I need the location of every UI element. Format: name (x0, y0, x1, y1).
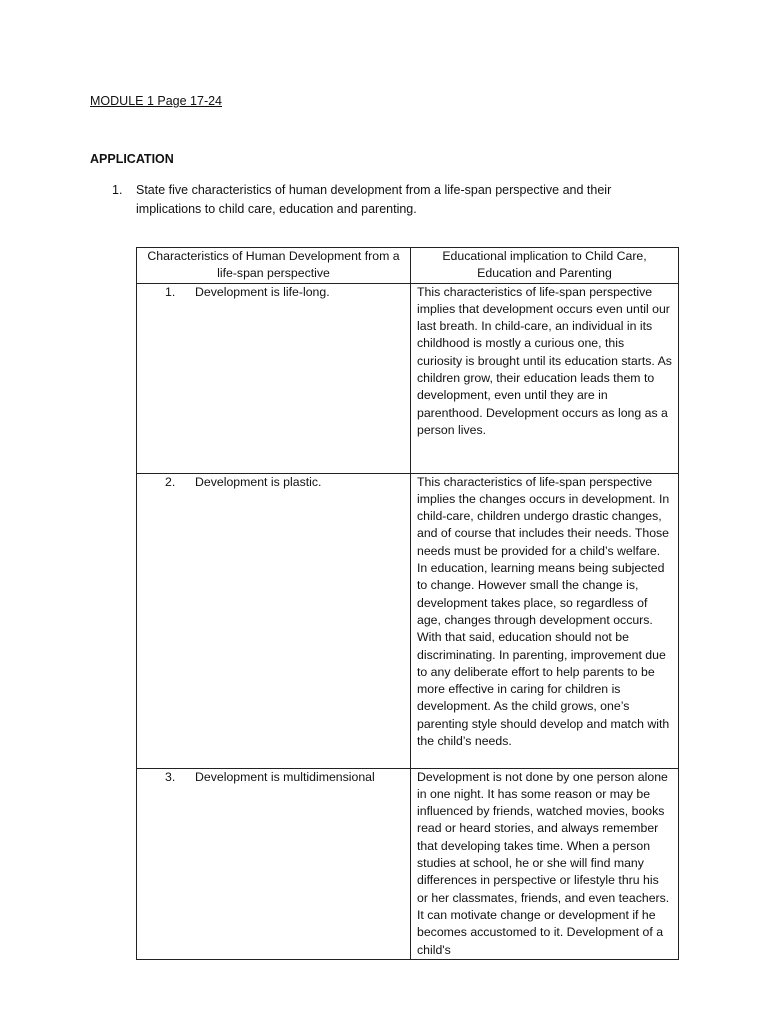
instruction-item (112, 181, 672, 219)
implication-cell (411, 473, 679, 768)
implication-text: This characteristics of life-span perspective implies the changes occurs in development. In child-care, children undergo drastic changes, and of course that includes their needs. Those needs must be provided for a child’s welfare. In education, learning means being subjected to change. However small the change is, development takes place, so regardless of age, changes through development occurs. With that said, education should not be discriminating. In parenting, improvement due to any deliberate effort to help parents to be more effective in caring for children is development. As the child grows, one’s parenting style should develop and match with the child’s needs. (417, 474, 670, 749)
table-row (137, 768, 679, 959)
implication-cell (411, 283, 679, 473)
section-heading: APPLICATION (90, 152, 174, 166)
column-header-characteristics: Characteristics of Human Development from a life-span perspective (137, 248, 411, 284)
characteristic-text: Development is life-long. (195, 284, 330, 299)
table-row (137, 473, 679, 768)
characteristic-text: Development is plastic. (195, 474, 322, 489)
implication-text: Development is not done by one person alone in one night. It has some reason or may be influenced by friends, watched movies, books read or heard stories, and always remember that developing takes time. When a person studies at school, he or she will find many differences in perspective or lifestyle thru his or her classmates, friends, and even teachers. It can motivate change or development if he becomes accustomed to it. Development of a child's (417, 769, 670, 957)
characteristic-text: Development is multidimensional (195, 769, 375, 784)
characteristic-cell (137, 473, 411, 768)
row-number: 1. (165, 284, 176, 299)
row-number: 2. (165, 474, 176, 489)
implication-text: This characteristics of life-span perspective implies that development occurs even until our last breath. In child-care, an individual in its childhood is mostly a curious one, this curiosity is brought until its education starts. As children grow, their education leads them to development, even until they are in parenthood. Development occurs as long as a person lives. (417, 284, 672, 437)
table-header-row (137, 248, 679, 284)
characteristics-table (136, 247, 679, 960)
module-heading: MODULE 1 Page 17-24 (90, 94, 223, 108)
instruction-text: State five characteristics of human development from a life-span perspective and their implications to child care, education and parenting. (136, 183, 612, 216)
row-number: 3. (165, 769, 176, 784)
characteristic-cell (137, 768, 411, 959)
table-row (137, 283, 679, 473)
instruction-number: 1. (112, 183, 123, 197)
characteristic-cell (137, 283, 411, 473)
column-header-implications: Educational implication to Child Care, Education and Parenting (411, 248, 679, 284)
implication-cell (411, 768, 679, 959)
